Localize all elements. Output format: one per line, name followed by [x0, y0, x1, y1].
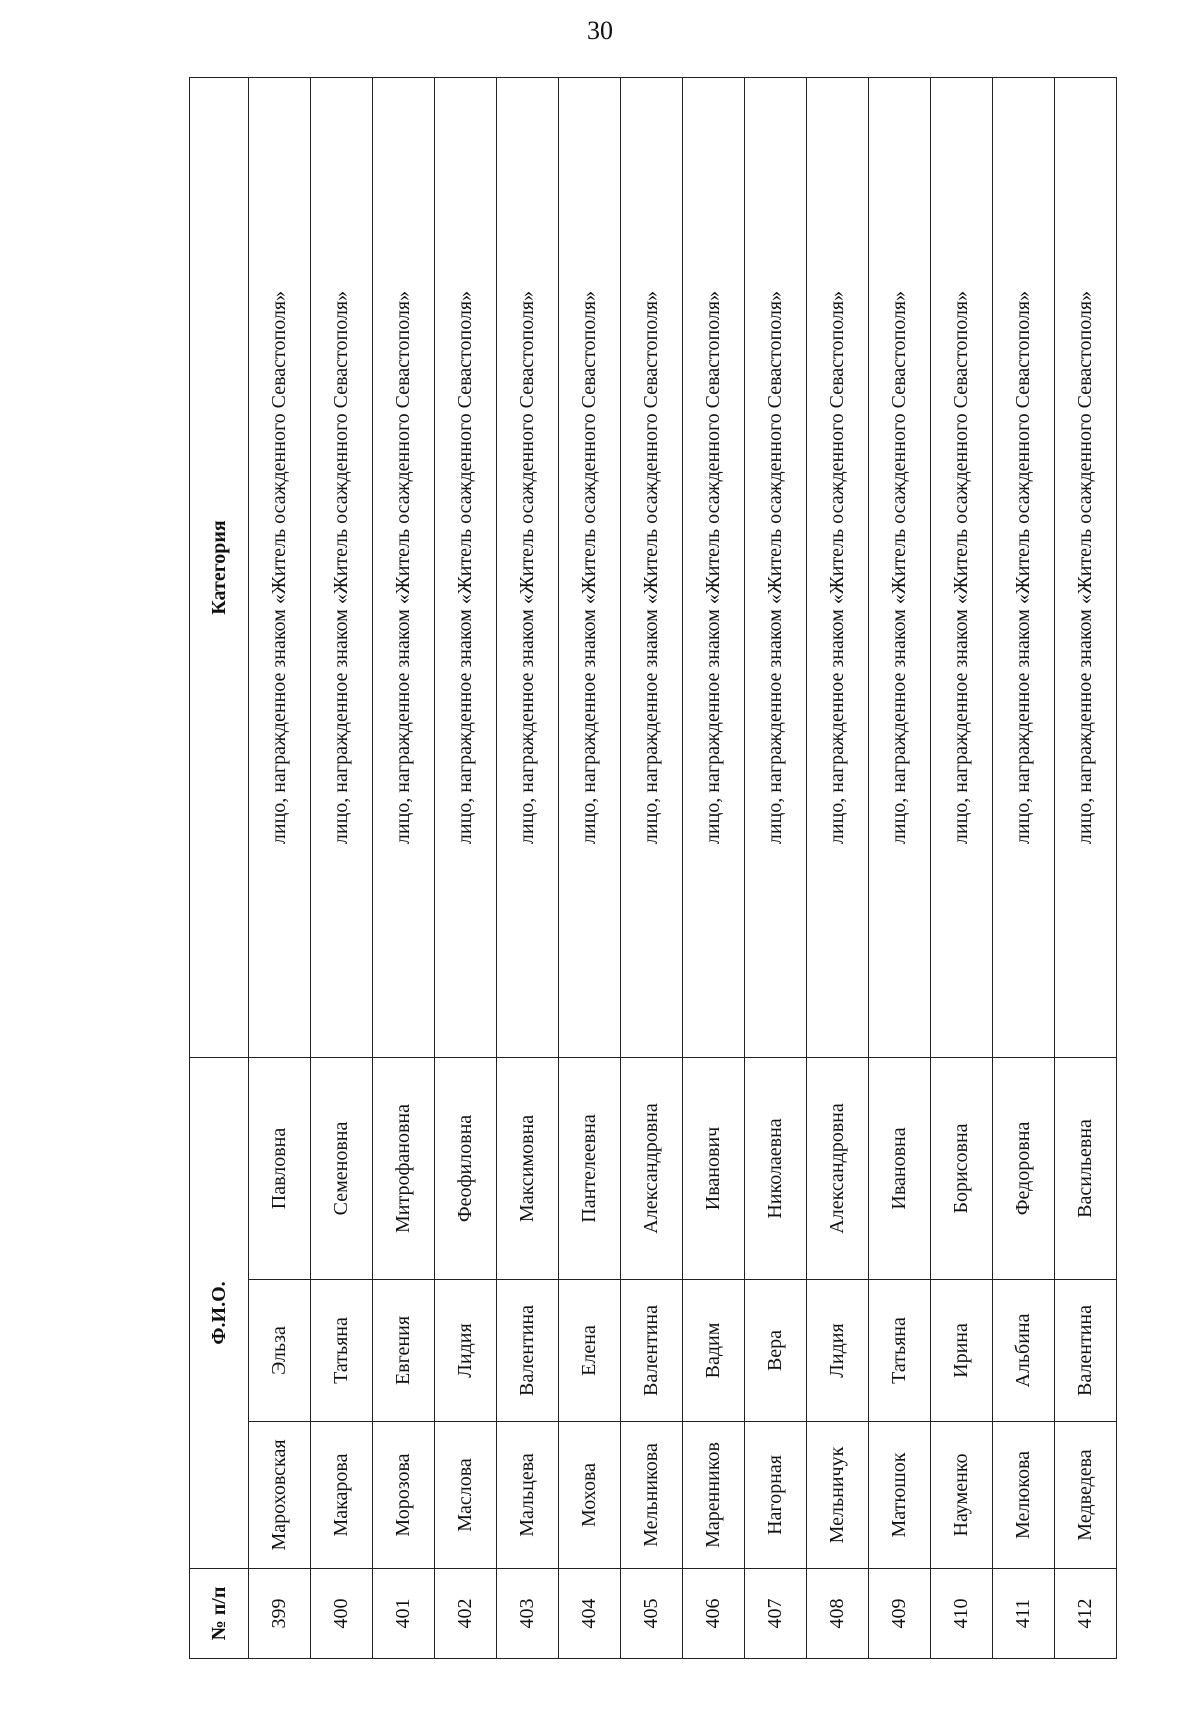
- cell-category: лицо, награжденное знаком «Житель осажденного Севастополя»: [435, 77, 497, 1057]
- cell-patronymic: Александровна: [807, 1057, 869, 1279]
- table-row: [559, 77, 621, 1658]
- cell-last-name: Науменко: [931, 1422, 993, 1569]
- cell-category: лицо, награжденное знаком «Житель осажденного Севастополя»: [931, 77, 993, 1057]
- cell-number: 408: [807, 1569, 869, 1659]
- cell-number: 405: [621, 1569, 683, 1659]
- page-number: 30: [587, 16, 613, 45]
- cell-category: лицо, награжденное знаком «Житель осажденного Севастополя»: [559, 77, 621, 1057]
- cell-category: лицо, награжденное знаком «Житель осажденного Севастополя»: [745, 77, 807, 1057]
- cell-category: лицо, награжденное знаком «Житель осажденного Севастополя»: [311, 77, 373, 1057]
- table-row: [621, 77, 683, 1658]
- cell-first-name: Вера: [745, 1280, 807, 1422]
- table-header-row: [190, 77, 249, 1658]
- cell-patronymic: Павловна: [249, 1057, 311, 1279]
- cell-category: лицо, награжденное знаком «Житель осажденного Севастополя»: [497, 77, 559, 1057]
- table-row: [311, 77, 373, 1658]
- cell-last-name: Морозова: [373, 1422, 435, 1569]
- cell-category: лицо, награжденное знаком «Житель осажденного Севастополя»: [1055, 77, 1117, 1057]
- cell-last-name: Маслова: [435, 1422, 497, 1569]
- cell-last-name: Матюшок: [869, 1422, 931, 1569]
- cell-last-name: Макарова: [311, 1422, 373, 1569]
- awardees-table: [189, 77, 1117, 1659]
- cell-first-name: Эльза: [249, 1280, 311, 1422]
- cell-last-name: Мохова: [559, 1422, 621, 1569]
- cell-category: лицо, награжденное знаком «Житель осажденного Севастополя»: [683, 77, 745, 1057]
- table-row: [993, 77, 1055, 1658]
- cell-category: лицо, награжденное знаком «Житель осажденного Севастополя»: [807, 77, 869, 1057]
- cell-number: 401: [373, 1569, 435, 1659]
- cell-patronymic: Иванович: [683, 1057, 745, 1279]
- cell-number: 399: [249, 1569, 311, 1659]
- cell-first-name: Валентина: [621, 1280, 683, 1422]
- cell-last-name: Мароховская: [249, 1422, 311, 1569]
- table-row: [249, 77, 311, 1658]
- cell-patronymic: Николаевна: [745, 1057, 807, 1279]
- table-row: [745, 77, 807, 1658]
- cell-last-name: Нагорная: [745, 1422, 807, 1569]
- cell-number: 402: [435, 1569, 497, 1659]
- cell-last-name: Мельничук: [807, 1422, 869, 1569]
- cell-number: 400: [311, 1569, 373, 1659]
- cell-last-name: Мельникова: [621, 1422, 683, 1569]
- header-category: Категория: [190, 77, 249, 1057]
- cell-category: лицо, награжденное знаком «Житель осажденного Севастополя»: [249, 77, 311, 1057]
- cell-last-name: Мальцева: [497, 1422, 559, 1569]
- cell-number: 407: [745, 1569, 807, 1659]
- table-row: [807, 77, 869, 1658]
- table-row: [931, 77, 993, 1658]
- cell-first-name: Татьяна: [311, 1280, 373, 1422]
- table-body: [249, 77, 1117, 1658]
- cell-first-name: Елена: [559, 1280, 621, 1422]
- table-row: [869, 77, 931, 1658]
- cell-first-name: Евгения: [373, 1280, 435, 1422]
- cell-patronymic: Борисовна: [931, 1057, 993, 1279]
- cell-patronymic: Ивановна: [869, 1057, 931, 1279]
- cell-category: лицо, награжденное знаком «Житель осажденного Севастополя»: [373, 77, 435, 1057]
- table-row: [497, 77, 559, 1658]
- cell-last-name: Маренников: [683, 1422, 745, 1569]
- cell-patronymic: Семеновна: [311, 1057, 373, 1279]
- cell-first-name: Альбина: [993, 1280, 1055, 1422]
- table-row: [435, 77, 497, 1658]
- cell-patronymic: Митрофановна: [373, 1057, 435, 1279]
- cell-first-name: Лидия: [807, 1280, 869, 1422]
- header-fio: Ф.И.О.: [190, 1057, 249, 1568]
- cell-first-name: Лидия: [435, 1280, 497, 1422]
- cell-patronymic: Феофиловна: [435, 1057, 497, 1279]
- cell-number: 409: [869, 1569, 931, 1659]
- cell-first-name: Вадим: [683, 1280, 745, 1422]
- cell-category: лицо, награжденное знаком «Житель осажденного Севастополя»: [869, 77, 931, 1057]
- cell-first-name: Валентина: [1055, 1280, 1117, 1422]
- header-number: № п/п: [190, 1569, 249, 1659]
- table-container: [189, 78, 1106, 1659]
- cell-category: лицо, награжденное знаком «Житель осажденного Севастополя»: [621, 77, 683, 1057]
- cell-number: 406: [683, 1569, 745, 1659]
- cell-number: 403: [497, 1569, 559, 1659]
- cell-patronymic: Федоровна: [993, 1057, 1055, 1279]
- cell-patronymic: Васильевна: [1055, 1057, 1117, 1279]
- cell-patronymic: Пантелеевна: [559, 1057, 621, 1279]
- table-row: [1055, 77, 1117, 1658]
- cell-last-name: Медведева: [1055, 1422, 1117, 1569]
- cell-first-name: Ирина: [931, 1280, 993, 1422]
- cell-first-name: Валентина: [497, 1280, 559, 1422]
- cell-patronymic: Максимовна: [497, 1057, 559, 1279]
- cell-patronymic: Александровна: [621, 1057, 683, 1279]
- table-row: [373, 77, 435, 1658]
- cell-number: 410: [931, 1569, 993, 1659]
- table-row: [683, 77, 745, 1658]
- cell-number: 404: [559, 1569, 621, 1659]
- cell-number: 411: [993, 1569, 1055, 1659]
- cell-number: 412: [1055, 1569, 1117, 1659]
- cell-first-name: Татьяна: [869, 1280, 931, 1422]
- cell-category: лицо, награжденное знаком «Житель осажденного Севастополя»: [993, 77, 1055, 1057]
- cell-last-name: Мелюкова: [993, 1422, 1055, 1569]
